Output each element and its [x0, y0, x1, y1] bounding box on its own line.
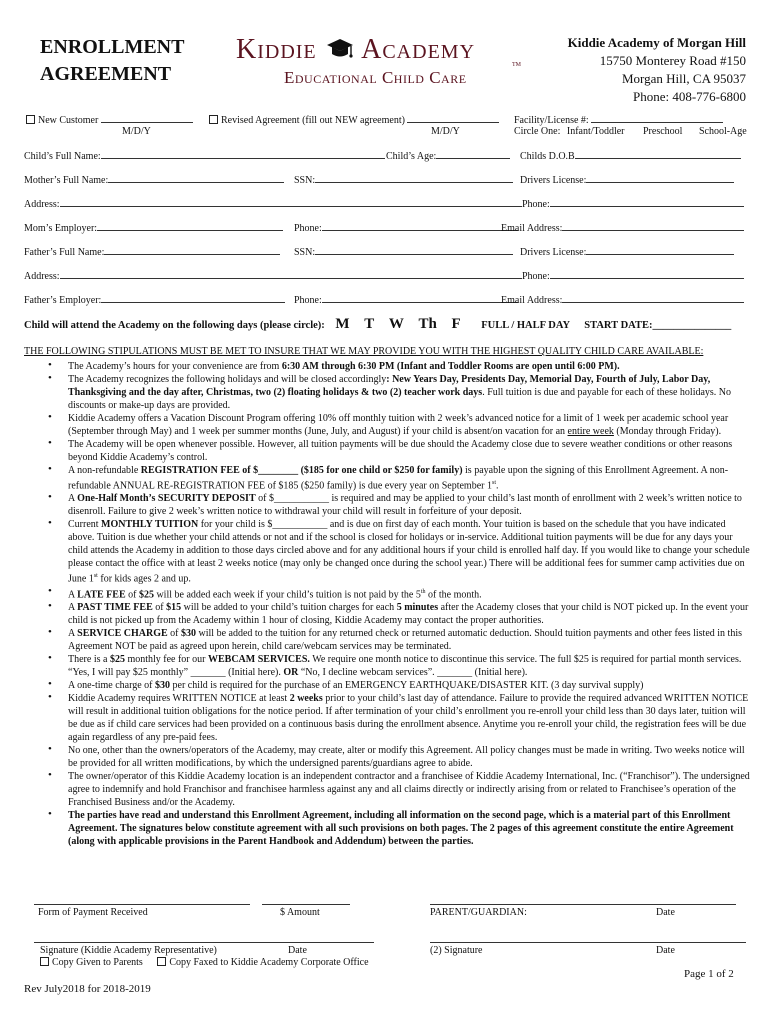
revised-agreement-checkbox[interactable] [209, 115, 218, 124]
day-tuesday[interactable]: T [364, 316, 375, 332]
representative-date-label: Date [288, 945, 307, 956]
logo-trademark: TM [512, 62, 521, 68]
amount-label: $ Amount [280, 907, 320, 918]
academy-address-1: 15750 Monterey Road #150 [599, 53, 746, 68]
day-friday[interactable]: F [451, 316, 461, 332]
mom-employer-line[interactable] [97, 222, 283, 231]
mom-email-line[interactable] [562, 222, 744, 231]
father-phone-line[interactable] [550, 270, 744, 279]
revised-agreement-field: Revised Agreement (fill out NEW agreement) [209, 114, 499, 126]
child-age-line[interactable] [436, 150, 510, 159]
option-infant-toddler[interactable]: Infant/Toddler [566, 126, 625, 137]
full-half-day-option[interactable]: FULL / HALF DAY [481, 320, 570, 331]
stipulation-franchise: • The owner/operator of this Kiddie Academy location is an independent contractor and a franchisee of Kiddie Academy International, Inc. (“Franchisor”). The undersigned agree to indemnify and hold Franchisor and franchisee harmless against any and all claims directly or indirectly arising from or related to Franchisee’s operation of the Franchised Business and/or the Academy. [48, 770, 750, 809]
academy-address-2: Morgan Hill, CA 95037 [622, 71, 746, 86]
mother-phone-line[interactable] [550, 198, 744, 207]
parent-date-label: Date [656, 907, 675, 918]
mother-drivers-license-line[interactable] [586, 174, 734, 183]
logo-subtitle: Educational Child Care [284, 68, 467, 87]
father-employer-line[interactable] [101, 294, 285, 303]
mom-employer-phone-line[interactable] [322, 222, 518, 231]
representative-signature-line[interactable] [34, 942, 374, 943]
parent-signature-line[interactable] [430, 904, 736, 905]
logo-wordmark [236, 34, 475, 66]
start-date-field[interactable]: START DATE:_______________ [584, 320, 732, 331]
father-drivers-license-line[interactable] [586, 246, 734, 255]
child-name-line[interactable] [101, 150, 385, 159]
logo-word-kiddie: Kiddie [236, 34, 317, 65]
amount-line[interactable] [262, 904, 350, 905]
title-line-2: AGREEMENT [40, 63, 172, 85]
option-preschool[interactable]: Preschool [643, 126, 683, 137]
stipulation-holidays: • The Academy recognizes the following holidays and will be closed accordingly: New Years Day, Presidents Day, Memorial Day, Fourth of July, Labor Day, Thanksgiving and the day after, Christmas, two (2) floating holidays & two (2) teacher work days. Full tuition is due and payable for each of these holidays. No discounts or make-up days are provided. [48, 373, 750, 412]
new-customer-checkbox[interactable] [26, 115, 35, 124]
new-customer-date-line[interactable] [101, 114, 193, 123]
kiddie-academy-logo [236, 34, 526, 90]
payment-form-label: Form of Payment Received [38, 907, 148, 918]
representative-signature-label: Signature (Kiddie Academy Representative) [40, 945, 217, 956]
father-email-line[interactable] [562, 294, 744, 303]
second-signature-label: (2) Signature [430, 945, 483, 956]
father-address-line[interactable] [60, 270, 522, 279]
academy-phone: Phone: 408-776-6800 [632, 89, 746, 104]
attendance-days-label: Child will attend the Academy on the following days (please circle): [24, 320, 325, 331]
program-circle-one: Circle One: Infant/Toddler Preschool School-Age [514, 126, 747, 137]
stipulations-list [48, 360, 750, 848]
revision-note: Rev July2018 for 2018-2019 [24, 983, 151, 995]
stipulation-late-fee: • A LATE FEE of $25 will be added each week if your child’s tuition is not paid by the 5th of the month. [48, 586, 750, 601]
stipulation-entire-agreement: • The parties have read and understand this Enrollment Agreement, including all information on the second page, which is a material part of this Enrollment Agreement. The signatures below constitute agreement with all such provisions on both pages. The 2 pages of this agreement constitute the entire Agreement (along with applicable provisions in the Parent Handbook and Addendum) between the parties. [48, 809, 750, 848]
title-line-1: ENROLLMENT [40, 36, 185, 58]
mother-address-line[interactable] [60, 198, 522, 207]
stipulation-hours: • The Academy’s hours for your convenience are from 6:30 AM through 6:30 PM (Infant and Toddler Rooms are open until 6:00 PM). [48, 360, 750, 373]
stipulation-closures: • The Academy will be open whenever possible. However, all tuition payments will be due should the Academy close due to severe weather conditions or other reasons beyond Kiddie Academy’s control. [48, 438, 750, 464]
mother-name-line[interactable] [108, 174, 284, 183]
facility-license-field: Facility/License #: [514, 114, 723, 126]
copy-given-checkbox[interactable] [40, 957, 49, 966]
option-school-age[interactable]: School-Age [698, 126, 747, 137]
document-title [40, 34, 184, 88]
academy-contact-block [568, 34, 746, 106]
stipulation-disaster-kit: • A one-time charge of $30 per child is required for the purchase of an EMERGENCY EARTHQUAKE/DISASTER KIT. (3 day survival supply) [48, 679, 750, 692]
child-dob-line[interactable] [575, 150, 741, 159]
second-signature-line[interactable] [430, 942, 746, 943]
page-number: Page 1 of 2 [684, 968, 734, 980]
second-date-label: Date [656, 945, 675, 956]
attendance-days-row [24, 316, 731, 333]
stipulation-modifications: • No one, other than the owners/operators of the Academy, may create, alter or modify this Agreement. All policy changes must be made in writing. Two weeks notice will be provided for all written modifications, by which the undersigned parents/guardians agree to abide. [48, 744, 750, 770]
day-wednesday[interactable]: W [388, 316, 404, 332]
copy-options [40, 957, 369, 968]
payment-form-line[interactable] [34, 904, 250, 905]
stipulations-heading: THE FOLLOWING STIPULATIONS MUST BE MET TO INSURE THAT WE MAY PROVIDE YOU WITH THE HIGHEST QUALITY CHILD CARE AVAILABLE: [24, 346, 704, 357]
new-customer-mdy-label: M/D/Y [122, 126, 151, 137]
logo-word-academy: Academy [361, 34, 476, 65]
stipulation-past-time-fee: • A PAST TIME FEE of $15 will be added to your child’s tuition charges for each 5 minutes after the Academy closes that your child is NOT picked up. In the event your child is not picked up from the Academy within 1 hour of closing, Kiddie Academy may contact the proper authorities. [48, 601, 750, 627]
copy-faxed-label: Copy Faxed to Kiddie Academy Corporate Office [169, 957, 369, 968]
revised-mdy-label: M/D/Y [431, 126, 460, 137]
mother-ssn-line[interactable] [315, 174, 513, 183]
stipulation-vacation-discount: • Kiddie Academy offers a Vacation Discount Program offering 10% off monthly tuition with 2 week’s advanced notice for a limit of 1 week per academic school year (September through May) and 1 week per summer months (June, July, and August) if your child is absent/on vacation for an entire week (Monday through Friday). [48, 412, 750, 438]
father-employer-phone-line[interactable] [322, 294, 518, 303]
academy-name: Kiddie Academy of Morgan Hill [567, 35, 746, 50]
new-customer-field: New Customer [26, 114, 193, 126]
stipulation-service-charge: • A SERVICE CHARGE of $30 will be added to the tuition for any returned check or returned automatic deduction. Should tuition payments and other fees listed in this Agreement NOT be paid as agreed upon herein, child care/webcam services may be terminated. [48, 627, 750, 653]
father-ssn-line[interactable] [315, 246, 513, 255]
day-monday[interactable]: M [335, 316, 350, 332]
stipulation-security-deposit: • A One-Half Month’s SECURITY DEPOSIT of $___________ is required and may be applied to your child’s last month of enrollment with 2 week’s written notice to disenroll. Failure to give 2 week’s written notice to withdrawal your child will result in forfeiture of your deposit. [48, 492, 750, 518]
stipulation-webcam: • There is a $25 monthly fee for our WEBCAM SERVICES. We require one month notice to discontinue this service. The full $25 is required for partial month services. “Yes, I will pay $25 monthly” _______ (Initial here). OR “No, I decline webcam services”. _______ (Initial here). [48, 653, 750, 679]
stipulation-written-notice: • Kiddie Academy requires WRITTEN NOTICE at least 2 weeks prior to your child’s last day of attendance. Failure to provide the required advanced WRITTEN NOTICE will result in additional tuition obligations for the notice period. If after termination of your child’s enrollment you re-enroll your child less than 30 days later, tuition will be due as if child care services had been provided on a continuous basis during the enrollment absence. Anytime you re-enroll your child, the registration fees will be due again regardless of any pre-paid fees. [48, 692, 750, 744]
day-thursday[interactable]: Th [418, 316, 437, 332]
copy-given-label: Copy Given to Parents [52, 957, 143, 968]
father-name-line[interactable] [104, 246, 280, 255]
facility-license-line[interactable] [591, 114, 723, 123]
parent-guardian-label: PARENT/GUARDIAN: [430, 907, 527, 918]
revised-agreement-date-line[interactable] [407, 114, 499, 123]
graduation-cap-icon [325, 36, 355, 62]
stipulation-registration-fee: • A non-refundable REGISTRATION FEE of $________ ($185 for one child or $250 for family) is payable upon the signing of this Enrollment Agreement. A non-refundable ANNUAL RE-REGISTRATION FEE of $185 ($250 family) is due every year on September 1st. [48, 464, 750, 492]
stipulation-monthly-tuition: • Current MONTHLY TUITION for your child is $___________ and is due on first day of each month. Your tuition is based on the schedule that you have indicated above. Tuition is due whether your child attends or not and if the school is closed for holidays or in-service. Additional tuition payments will be due for any days your child attends the Academy in addition to those days circled above and for any additional hours if your child is enrolled half day. If you would like to change your schedule please contact the office with at least 2 weeks notice (may only be changed once during the school year.) There will be additional fees for summer camp activities due on June 1st for kids ages 2 and up. [48, 518, 750, 585]
copy-faxed-checkbox[interactable] [157, 957, 166, 966]
